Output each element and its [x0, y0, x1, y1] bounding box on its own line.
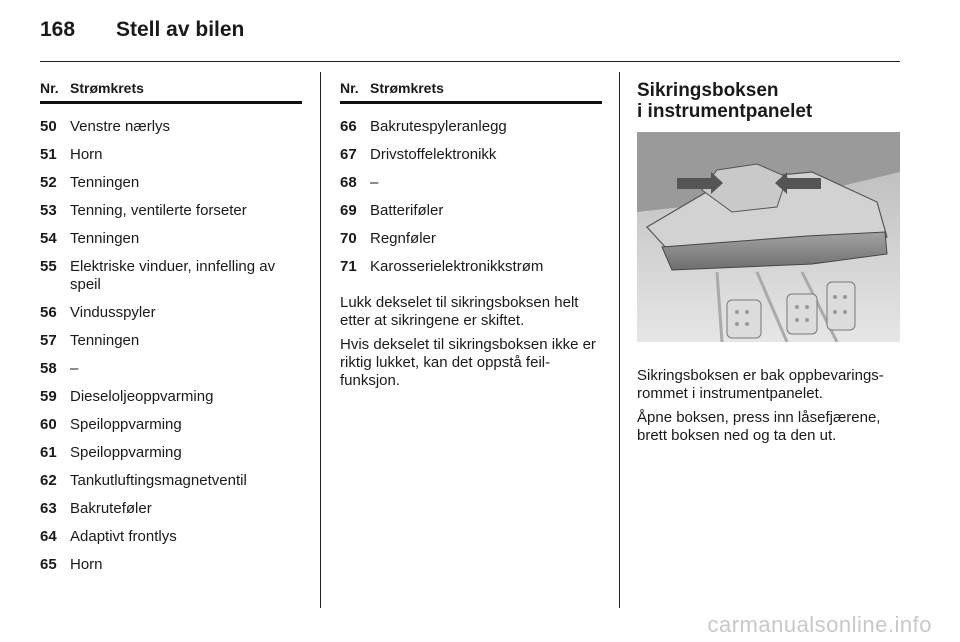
table-row — [40, 118, 302, 136]
circuit-label: Bakrutespyleranlegg — [370, 118, 507, 135]
table-row — [340, 258, 602, 276]
fuse-number: 52 — [40, 174, 57, 191]
circuit-label: – — [370, 174, 379, 191]
circuit-label: Vindusspyler — [70, 304, 156, 321]
section-title-line2: i instrumentpanelet — [637, 101, 813, 122]
col-circuit-header: Strømkrets — [370, 80, 444, 96]
fuse-number: 60 — [40, 416, 57, 433]
circuit-label: Regnføler — [370, 230, 436, 247]
fuse-number: 68 — [340, 174, 357, 191]
table-row — [340, 146, 602, 164]
table-row — [40, 230, 302, 248]
circuit-label: Batteriføler — [370, 202, 444, 219]
page-number: 168 — [40, 18, 76, 41]
circuit-label: Adaptivt frontlys — [70, 528, 177, 545]
table-row — [40, 416, 302, 434]
table-row — [40, 556, 302, 574]
column-divider — [619, 72, 620, 608]
fuse-number: 54 — [40, 230, 57, 247]
fuse-number: 67 — [340, 146, 357, 163]
circuit-label: Karosserielektronikkstrøm — [370, 258, 544, 275]
instruction-paragraph: Lukk dekselet til sikringsboksen helt etter at sikringene er skiftet. — [340, 294, 579, 329]
table-row — [40, 146, 302, 164]
circuit-label: Horn — [70, 556, 103, 573]
circuit-label: Speiloppvarming — [70, 416, 182, 433]
fuse-number: 63 — [40, 500, 57, 517]
circuit-label: Elektriske vinduer, innfelling av speil — [70, 258, 276, 293]
table-row — [40, 388, 302, 406]
section-paragraph: Sikringsboksen er bak oppbevarings-rommet i instrumentpanelet. — [637, 367, 884, 402]
table-row — [40, 258, 302, 294]
section-title — [637, 80, 900, 122]
page-title: Stell av bilen — [116, 18, 245, 41]
fuse-number: 65 — [40, 556, 57, 573]
circuit-label: Drivstoffelektronikk — [370, 146, 497, 163]
table-row — [340, 174, 602, 192]
fuse-table-2 — [340, 80, 602, 276]
fuse-number: 62 — [40, 472, 57, 489]
table-row — [340, 202, 602, 220]
fuse-number: 61 — [40, 444, 57, 461]
col-circuit-header: Strømkrets — [70, 80, 144, 96]
table-row — [40, 304, 302, 322]
fuse-box-illustration-icon — [637, 132, 900, 342]
fuse-number: 59 — [40, 388, 57, 405]
section-column — [637, 80, 900, 451]
table-row — [40, 202, 302, 220]
circuit-label: Tenningen — [70, 174, 140, 191]
table-row — [40, 444, 302, 462]
circuit-label: – — [70, 360, 79, 377]
circuit-label: Tenning, ventilerte forseter — [70, 202, 247, 219]
table-row — [40, 500, 302, 518]
column-divider — [320, 72, 321, 608]
fuse-number: 70 — [340, 230, 357, 247]
table-header — [340, 80, 602, 104]
header-rule — [40, 61, 900, 62]
fuse-table-2-column — [340, 80, 602, 396]
col-nr-header: Nr. — [40, 80, 59, 96]
table-row — [40, 528, 302, 546]
fuse-number: 71 — [340, 258, 357, 275]
circuit-label: Dieseloljeoppvarming — [70, 388, 214, 405]
fuse-number: 57 — [40, 332, 57, 349]
fuse-number: 53 — [40, 202, 57, 219]
fuse-number: 51 — [40, 146, 57, 163]
circuit-label: Venstre nærlys — [70, 118, 171, 135]
fuse-table-1 — [40, 80, 302, 574]
table-row — [340, 230, 602, 248]
circuit-label: Tankutluftingsmagnetventil — [70, 472, 247, 489]
fuse-number: 66 — [340, 118, 357, 135]
circuit-label: Tenningen — [70, 230, 140, 247]
table-row — [40, 472, 302, 490]
fuse-number: 69 — [340, 202, 357, 219]
fuse-number: 50 — [40, 118, 57, 135]
circuit-label: Horn — [70, 146, 103, 163]
fuse-number: 56 — [40, 304, 57, 321]
table-row — [40, 332, 302, 350]
circuit-label: Bakruteføler — [70, 500, 152, 517]
circuit-label: Tenningen — [70, 332, 140, 349]
table-row — [40, 360, 302, 378]
watermark: carmanualsonline.info — [707, 612, 932, 637]
section-paragraph: Åpne boksen, press inn låsefjærene, brett boksen ned og ta den ut. — [637, 409, 881, 444]
page-header — [40, 18, 244, 42]
table-header — [40, 80, 302, 104]
table-row — [40, 174, 302, 192]
table-row — [340, 118, 602, 136]
circuit-label: Speiloppvarming — [70, 444, 182, 461]
fuse-number: 58 — [40, 360, 57, 377]
fuse-number: 55 — [40, 258, 57, 275]
section-title-line1: Sikringsboksen — [637, 80, 779, 101]
warning-paragraph: Hvis dekselet til sikringsboksen ikke er riktig lukket, kan det oppstå feil-funksjon. — [340, 336, 596, 389]
col-nr-header: Nr. — [340, 80, 359, 96]
fuse-number: 64 — [40, 528, 57, 545]
